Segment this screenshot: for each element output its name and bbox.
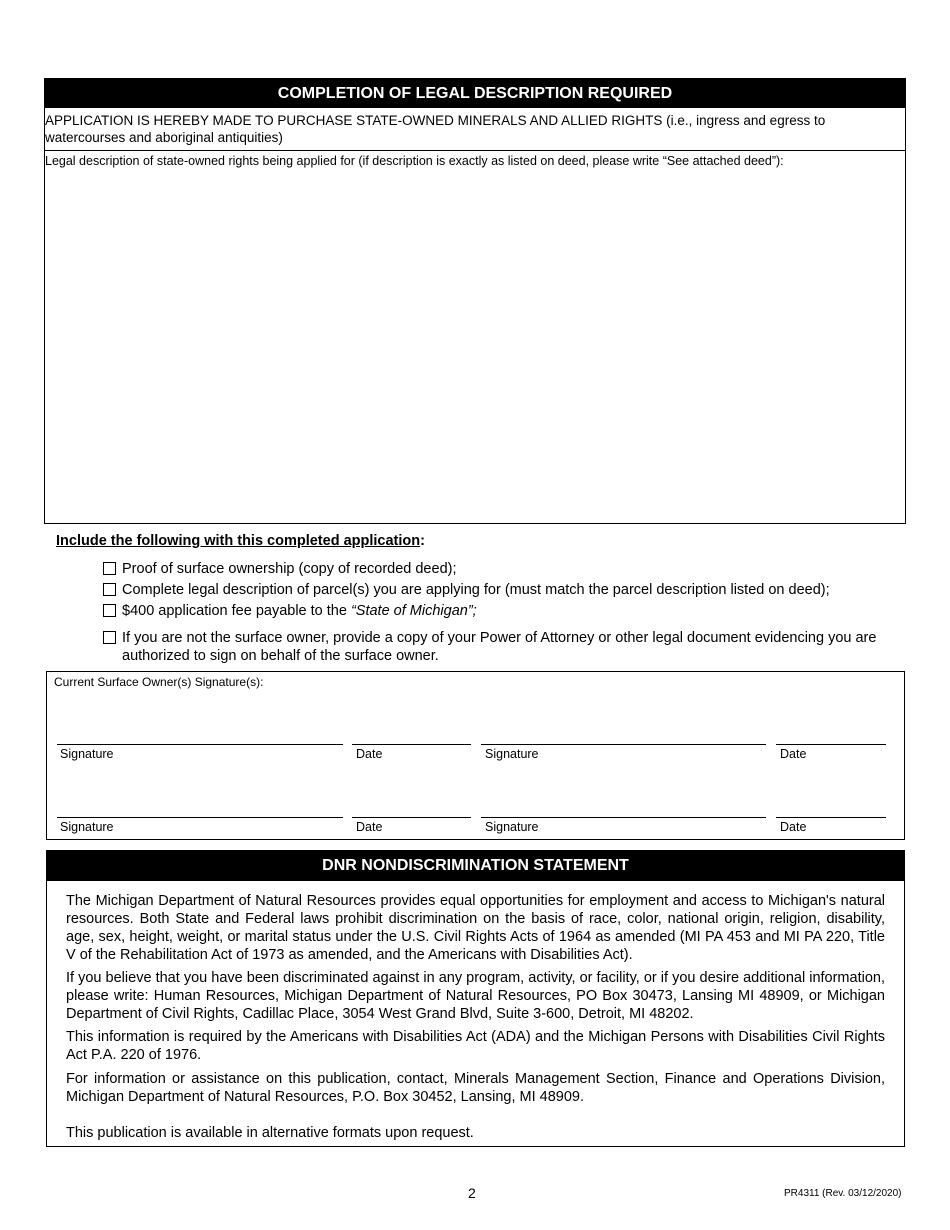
form-id: PR4311 (Rev. 03/12/2020): [784, 1188, 902, 1199]
date-label: Date: [356, 747, 383, 761]
signature-line-2[interactable]: [481, 744, 766, 745]
legal-divider: [45, 150, 905, 151]
signature-label: Signature: [60, 747, 114, 761]
page-number: 2: [468, 1185, 476, 1201]
signature-label: Signature: [60, 820, 114, 834]
date-line-3[interactable]: [352, 817, 471, 818]
date-line-4[interactable]: [776, 817, 886, 818]
date-label: Date: [780, 820, 807, 834]
include-heading-text: Include the following with this completed application: [56, 533, 421, 549]
include-heading: [56, 533, 425, 549]
checkbox-legal-description[interactable]: [103, 583, 116, 596]
signature-section: [46, 671, 905, 840]
checkbox-power-of-attorney[interactable]: [103, 631, 116, 644]
nondiscrimination-paragraph: If you believe that you have been discriminated against in any program, activity, or facility, or if you desire additional information, please write: Human Resources, Michigan Department of Natural Resources, PO Box 30473, Lansing MI 48909, or Michigan Department of Civil Rights, Cadillac Place, 3054 West Grand Blvd, Suite 3-600, Detroit, MI 48202.: [66, 970, 885, 1022]
nondiscrimination-paragraph: This information is required by the Americans with Disabilities Act (ADA) and the Michigan Persons with Disabilities Civil Rights Act P.A. 220 of 1976.: [66, 1029, 885, 1063]
checklist-item-text: Proof of surface ownership (copy of recorded deed);: [122, 561, 457, 577]
application-statement: APPLICATION IS HEREBY MADE TO PURCHASE STATE-OWNED MINERALS AND ALLIED RIGHTS (i.e., ingress and egress to watercourses and aboriginal antiquities): [45, 113, 826, 145]
signature-section-title: Current Surface Owner(s) Signature(s):: [54, 675, 264, 689]
date-label: Date: [356, 820, 383, 834]
nondiscrimination-section: [46, 850, 905, 1147]
checklist-item-text: If you are not the surface owner, provide a copy of your Power of Attorney or other legal document evidencing you are authorized to sign on behalf of the surface owner.: [122, 630, 877, 664]
legal-description-section: [44, 78, 906, 524]
date-line-1[interactable]: [352, 744, 471, 745]
nondiscrimination-paragraph: This publication is available in alternative formats upon request.: [66, 1125, 474, 1141]
checklist-item-text: Complete legal description of parcel(s) you are applying for (must match the parcel description listed on deed);: [122, 582, 830, 598]
signature-line-4[interactable]: [481, 817, 766, 818]
signature-line-1[interactable]: [57, 744, 343, 745]
date-label: Date: [780, 747, 807, 761]
checklist-item-text: [122, 602, 477, 620]
legal-description-field[interactable]: [47, 174, 905, 522]
legal-description-prompt: Legal description of state-owned rights being applied for (if description is exactly as listed on deed, please write “See attached deed”):: [45, 154, 784, 168]
signature-label: Signature: [485, 747, 539, 761]
nondiscrimination-header: DNR NONDISCRIMINATION STATEMENT: [47, 851, 904, 881]
signature-label: Signature: [485, 820, 539, 834]
signature-line-3[interactable]: [57, 817, 343, 818]
legal-section-header: COMPLETION OF LEGAL DESCRIPTION REQUIRED: [45, 79, 905, 108]
fee-payee: “State of Michigan”;: [350, 603, 477, 619]
nondiscrimination-paragraph: The Michigan Department of Natural Resources provides equal opportunities for employment and access to Michigan's natural resources. Both State and Federal laws prohibit discrimination on the basis of race, color, national origin, religion, disability, age, sex, height, weight, or marital status under the U.S. Civil Rights Acts of 1964 as amended (MI PA 453 and MI PA 220, Title V of the Rehabilitation Act of 1973 as amended, and the Americans with Disabilities Act).: [66, 893, 885, 963]
include-heading-colon: :: [420, 533, 425, 549]
date-line-2[interactable]: [776, 744, 886, 745]
checkbox-proof-of-ownership[interactable]: [103, 562, 116, 575]
nondiscrimination-paragraph: For information or assistance on this publication, contact, Minerals Management Section, Finance and Operations Division, Michigan Department of Natural Resources, P.O. Box 30452, Lansing, MI 48909.: [66, 1071, 885, 1105]
checkbox-application-fee[interactable]: [103, 604, 116, 617]
fee-text: $400 application fee payable to the: [122, 603, 351, 619]
